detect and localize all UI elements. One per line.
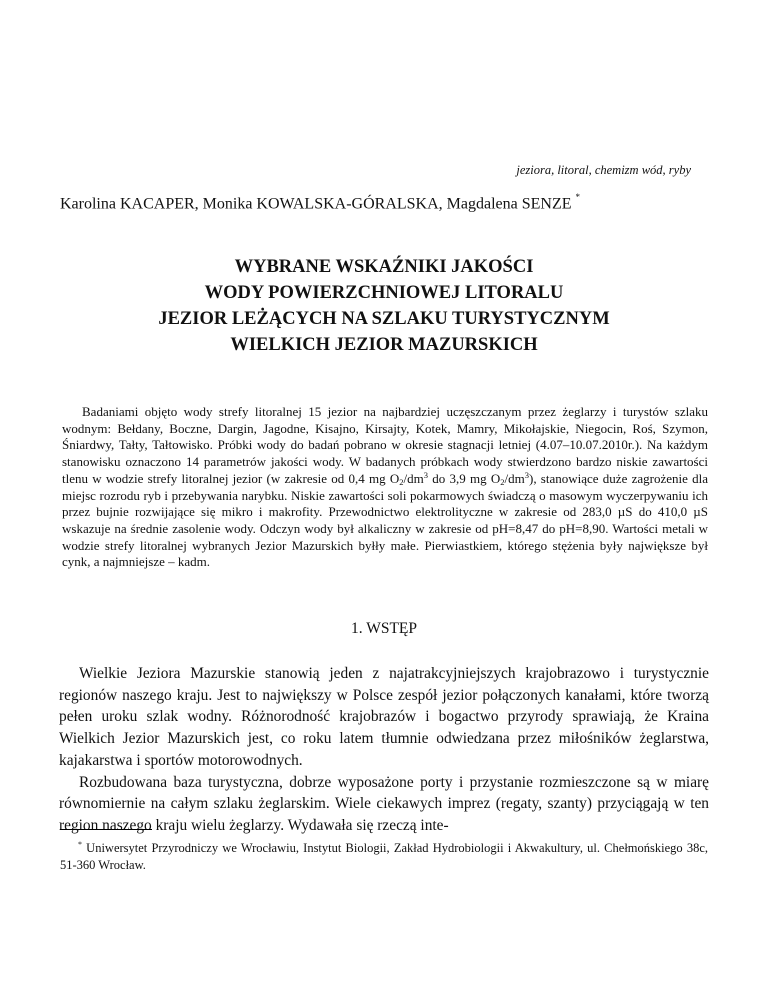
- footnote-text: Uniwersytet Przyrodniczy we Wrocławiu, Instytut Biologii, Zakład Hydrobiologii i Akwakultury, ul. Chełmońskiego 38c, 51-360 Wrocław.: [60, 841, 708, 873]
- author-footnote-mark: *: [575, 192, 580, 202]
- paper-title: [0, 254, 768, 358]
- title-line: WODY POWIERZCHNIOWEJ LITORALU: [204, 283, 564, 303]
- abstract-paragraph: [62, 404, 708, 571]
- abstract-text: /dm: [403, 470, 424, 486]
- body-text: [59, 663, 709, 837]
- authors-line: [60, 194, 580, 213]
- footnote-paragraph: [60, 836, 708, 874]
- abstract-text: do 3,9 mg O: [428, 470, 501, 486]
- section-heading: 1. WSTĘP: [350, 620, 418, 637]
- author-names: Karolina KACAPER, Monika KOWALSKA-GÓRALSKA, Magdalena SENZE: [60, 195, 572, 213]
- subscript: 2: [399, 476, 404, 487]
- superscript: 3: [524, 469, 529, 480]
- abstract-text: /dm: [504, 470, 525, 486]
- footnote-divider: [60, 829, 152, 830]
- title-line: WYBRANE WSKAŹNIKI JAKOŚCI: [234, 257, 534, 277]
- superscript: 3: [423, 469, 429, 480]
- abstract-text: Badaniami objęto wody strefy litoralnej 15 jezior na najbardziej uczęszczanym przez żeglarzy i turystów szlaku wodnym: Bełdany, Boczne, Dargin, Jagodne, Kisajno, Kirsajty, Kotek, Mamry, Mikołajskie, Niegocin, Roś, Szymon, Śniardwy, Tałty, Tałtowisko. Próbki wody do badań pobrano w okresie stagnacji letniej (4.07–10.07.2010r.). Na każdym stanowisku oznaczono 14 parametrów jakości wody. W badanych próbkach wody stwierdzono bardzo niskie zawartości tlenu w wodzie strefy litoralnej jezior (w zakresie od 0,4 mg O: [62, 404, 708, 486]
- body-paragraph: Wielkie Jeziora Mazurskie stanowią jeden z najatrakcyjniejszych krajobrazowo i turystycznie regionów naszego kraju. Jest to największy w Polsce zespół jezior połączonych kanałami, które tworzą pełen uroku szlak wodny. Różnorodność krajobrazów i bogactwo przyrody sprawiają, że Kraina Wielkich Jezior Mazurskich jest, co roku latem tłumnie odwiedzana przez miłośników żeglarstwa, kajakarstwa i sportów motorowodnych.: [59, 665, 709, 769]
- title-line: JEZIOR LEŻĄCYCH NA SZLAKU TURYSTYCZNYM: [158, 309, 610, 329]
- body-paragraph: Rozbudowana baza turystyczna, dobrze wyposażone porty i przystanie rozmieszczone są w miarę równomiernie na całym szlaku żeglarskim. Wiele ciekawych imprez (regaty, szanty) przyciągają w ten region naszego kraju wielu żeglarzy. Wydawała się rzeczą inte-: [59, 773, 709, 834]
- abstract-text: ), stanowiące duże zagrożenie dla miejsc rozrodu ryb i przebywania narybku. Niskie zawartości soli pokarmowych świadczą o masowym wyczerpywaniu ich przez bujnie rozwijające się mikro i makrofity. Przewodnictwo elektrolityczne w zakresie od 283,0 µS do 410,0 µS wskazuje na średnie zasolenie wody. Odczyn wody był alkaliczny w zakresie od pH=8,47 do pH=8,90. Wartości metali w wodzie strefy litoralnej wybranych Jezior Mazurskich byłły małe. Pierwiastkiem, którego stężenia były największe był cynk, a najmniejsze – kadm.: [62, 470, 709, 570]
- title-line: WIELKICH JEZIOR MAZURSKICH: [230, 335, 538, 355]
- footnote-mark: *: [78, 840, 82, 849]
- footnote: [60, 836, 708, 874]
- keywords: jeziora, litoral, chemizm wód, ryby: [516, 163, 691, 177]
- subscript: 2: [500, 476, 505, 487]
- abstract: [62, 404, 708, 571]
